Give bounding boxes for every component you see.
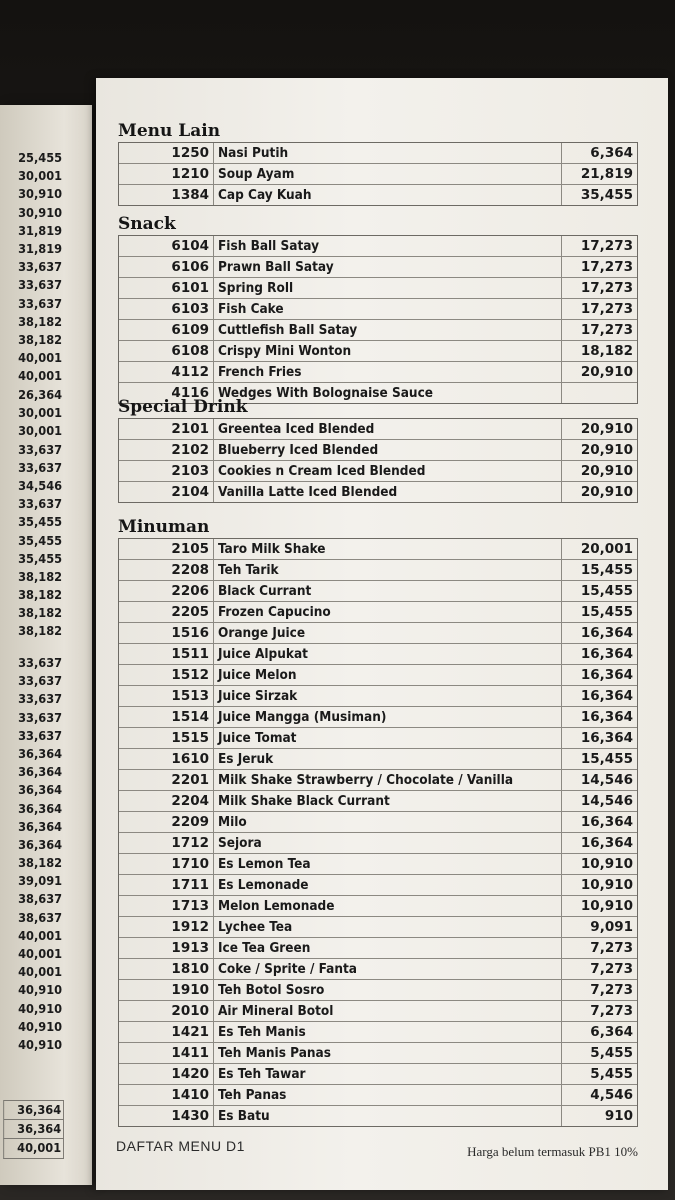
menu-item-name: Es Batu: [213, 1106, 561, 1126]
menu-row: [119, 1084, 637, 1105]
menu-item-code: 6109: [171, 322, 209, 338]
menu-row: [119, 1063, 637, 1084]
menu-item-code: 6104: [171, 238, 209, 254]
menu-row: [119, 643, 637, 664]
menu-item-price: 16,364: [561, 833, 637, 853]
menu-item-name: Juice Tomat: [213, 728, 561, 748]
left-price-value: 33,637: [18, 460, 63, 475]
menu-item-price: 20,910: [561, 482, 637, 502]
left-price-value: 33,637: [18, 278, 63, 293]
menu-item-name: Teh Botol Sosro: [213, 980, 561, 1000]
menu-item-code: 4112: [171, 364, 209, 380]
menu-item-price: 7,273: [561, 938, 637, 958]
menu-item-code: 1513: [171, 688, 209, 704]
menu-row: [119, 790, 637, 811]
menu-row: [119, 236, 637, 256]
menu-item-code: 2102: [171, 442, 209, 458]
left-price-value: 30,910: [18, 205, 63, 220]
left-price-value: 35,455: [18, 551, 63, 566]
left-menu-page: [0, 105, 92, 1185]
menu-table: [118, 538, 638, 1127]
menu-item-name: Taro Milk Shake: [213, 539, 561, 559]
left-price-value: 40,001: [3, 1139, 64, 1158]
menu-item-name: Es Jeruk: [213, 749, 561, 769]
menu-item-code: 1384: [171, 187, 209, 203]
menu-item-code: 2209: [171, 814, 209, 830]
menu-item-name: Fish Cake: [213, 299, 561, 319]
left-price-value: 33,637: [18, 656, 63, 670]
menu-item-price: 17,273: [561, 278, 637, 298]
left-price-value: 40,001: [18, 965, 63, 980]
menu-item-name: Es Teh Tawar: [213, 1064, 561, 1084]
menu-table: [118, 418, 638, 503]
left-price-value: 40,001: [18, 947, 63, 961]
menu-item-name: Teh Tarik: [213, 560, 561, 580]
menu-item-name: Spring Roll: [213, 278, 561, 298]
menu-item-code: 1912: [171, 919, 209, 935]
left-price-column-c: [0, 654, 64, 1054]
left-price-value: 30,001: [18, 406, 63, 421]
menu-item-name: Soup Ayam: [213, 164, 561, 184]
left-price-value: 38,182: [18, 569, 63, 584]
menu-item-price: 5,455: [561, 1043, 637, 1063]
menu-row: [119, 832, 637, 853]
left-price-value: 33,637: [18, 260, 63, 275]
section-menu-lain: [118, 120, 638, 206]
menu-item-name: Es Teh Manis: [213, 1022, 561, 1042]
menu-row: [119, 481, 637, 502]
menu-item-code: 1411: [171, 1045, 209, 1061]
left-price-value: 33,637: [18, 497, 63, 512]
left-price-value: 40,910: [18, 1037, 63, 1052]
menu-item-price: 14,546: [561, 770, 637, 790]
menu-item-price: 20,910: [561, 419, 637, 439]
left-price-value: 31,819: [18, 241, 63, 256]
menu-item-price: 17,273: [561, 236, 637, 256]
left-price-value: 31,819: [18, 223, 63, 238]
menu-item-price: 21,819: [561, 164, 637, 184]
menu-item-price: 16,364: [561, 812, 637, 832]
menu-item-code: 1710: [171, 856, 209, 872]
menu-item-price: 910: [561, 1106, 637, 1126]
left-price-value: 25,455: [18, 151, 63, 165]
section-snack: [118, 213, 638, 404]
menu-item-name: Vanilla Latte Iced Blended: [213, 482, 561, 502]
left-price-value: 36,364: [18, 746, 63, 761]
left-price-value: 40,910: [18, 1019, 63, 1034]
left-price-value: 33,637: [18, 442, 63, 457]
menu-item-price: 16,364: [561, 665, 637, 685]
menu-item-code: 4116: [171, 385, 209, 401]
menu-item-code: 2101: [171, 421, 209, 437]
left-price-value: 36,364: [3, 1100, 64, 1120]
left-price-value: 33,637: [18, 728, 63, 743]
section-title: Menu Lain: [118, 121, 221, 141]
menu-item-code: 6101: [171, 280, 209, 296]
left-price-value: 30,910: [18, 187, 63, 202]
menu-row: [119, 163, 637, 184]
left-price-value: 33,637: [18, 710, 63, 725]
menu-row: [119, 769, 637, 790]
menu-table: [118, 142, 638, 206]
menu-item-name: Juice Alpukat: [213, 644, 561, 664]
menu-item-code: 1410: [171, 1087, 209, 1103]
menu-item-code: 1210: [171, 166, 209, 182]
menu-item-name: Black Currant: [213, 581, 561, 601]
menu-item-price: 20,910: [561, 362, 637, 382]
left-price-value: 30,001: [18, 169, 63, 184]
left-price-value: 40,001: [18, 369, 63, 384]
menu-item-code: 1713: [171, 898, 209, 914]
left-price-value: 38,182: [18, 856, 63, 871]
menu-item-code: 1511: [171, 646, 209, 662]
menu-item-name: Melon Lemonade: [213, 896, 561, 916]
left-price-value: 35,455: [18, 533, 63, 548]
menu-item-price: 7,273: [561, 959, 637, 979]
left-price-value: 40,910: [18, 983, 63, 998]
menu-item-price: 15,455: [561, 581, 637, 601]
menu-item-price: 4,546: [561, 1085, 637, 1105]
menu-item-name: Cookies n Cream Iced Blended: [213, 461, 561, 481]
menu-item-price: 10,910: [561, 875, 637, 895]
menu-item-name: Milo: [213, 812, 561, 832]
menu-item-price: 17,273: [561, 320, 637, 340]
menu-item-code: 1711: [171, 877, 209, 893]
menu-row: [119, 1105, 637, 1126]
menu-item-name: Prawn Ball Satay: [213, 257, 561, 277]
menu-item-name: Fish Ball Satay: [213, 236, 561, 256]
left-price-value: 38,637: [18, 910, 63, 925]
section-title: Minuman: [118, 517, 210, 537]
menu-item-price: 20,910: [561, 461, 637, 481]
left-price-value: 36,364: [3, 1120, 64, 1139]
menu-item-code: 2206: [171, 583, 209, 599]
menu-item-price: 16,364: [561, 644, 637, 664]
menu-item-name: Teh Manis Panas: [213, 1043, 561, 1063]
menu-row: [119, 664, 637, 685]
menu-row: [119, 916, 637, 937]
left-price-value: 36,364: [18, 765, 63, 780]
menu-item-name: Cap Cay Kuah: [213, 185, 561, 205]
menu-item-price: 20,001: [561, 539, 637, 559]
menu-item-price: 7,273: [561, 980, 637, 1000]
menu-item-price: 16,364: [561, 623, 637, 643]
menu-item-price: 10,910: [561, 854, 637, 874]
menu-item-code: 6106: [171, 259, 209, 275]
menu-row: [119, 685, 637, 706]
menu-item-name: Milk Shake Strawberry / Chocolate / Vanilla: [213, 770, 561, 790]
menu-item-code: 1430: [171, 1108, 209, 1124]
left-price-value: 36,364: [18, 801, 63, 816]
menu-row: [119, 1042, 637, 1063]
menu-item-price: 20,910: [561, 440, 637, 460]
menu-item-price: 15,455: [561, 560, 637, 580]
section-title: Special Drink: [118, 397, 248, 417]
menu-item-code: 2010: [171, 1003, 209, 1019]
menu-row: [119, 937, 637, 958]
left-price-value: 33,637: [18, 692, 63, 707]
left-price-value: 38,182: [18, 314, 63, 329]
section-title: Snack: [118, 214, 176, 234]
menu-item-price: 17,273: [561, 257, 637, 277]
menu-item-price: 15,455: [561, 749, 637, 769]
menu-item-code: 2205: [171, 604, 209, 620]
menu-row: [119, 727, 637, 748]
menu-item-price: 10,910: [561, 896, 637, 916]
menu-item-price: 7,273: [561, 1001, 637, 1021]
menu-item-name: Juice Melon: [213, 665, 561, 685]
menu-item-code: 1810: [171, 961, 209, 977]
left-price-value: 34,546: [18, 478, 63, 493]
menu-item-price: 16,364: [561, 686, 637, 706]
menu-item-price: 9,091: [561, 917, 637, 937]
menu-row: [119, 143, 637, 163]
menu-sheet: [96, 78, 668, 1190]
left-price-value: 40,910: [18, 1001, 63, 1016]
menu-item-name: Frozen Capucino: [213, 602, 561, 622]
menu-item-price: 16,364: [561, 707, 637, 727]
left-price-value: 40,001: [18, 351, 63, 366]
left-price-value: 36,364: [18, 837, 63, 852]
left-price-value: 30,001: [18, 424, 63, 439]
menu-item-code: 2105: [171, 541, 209, 557]
left-price-column-a: [0, 149, 64, 385]
menu-item-name: Wedges With Bolognaise Sauce: [213, 383, 561, 403]
menu-item-code: 2201: [171, 772, 209, 788]
menu-row: [119, 811, 637, 832]
menu-item-price: 6,364: [561, 143, 637, 163]
menu-item-code: 1514: [171, 709, 209, 725]
left-price-value: 40,001: [18, 928, 63, 943]
menu-item-price: 16,364: [561, 728, 637, 748]
menu-item-name: Cuttlefish Ball Satay: [213, 320, 561, 340]
menu-item-name: Ice Tea Green: [213, 938, 561, 958]
menu-item-code: 1515: [171, 730, 209, 746]
menu-item-code: 2208: [171, 562, 209, 578]
menu-item-name: Milk Shake Black Currant: [213, 791, 561, 811]
menu-row: [119, 559, 637, 580]
left-price-value: 38,182: [18, 606, 63, 621]
left-price-value: 38,182: [18, 588, 63, 603]
section-special-drink: [118, 396, 638, 503]
menu-item-name: Juice Sirzak: [213, 686, 561, 706]
menu-row: [119, 460, 637, 481]
menu-item-price: 18,182: [561, 341, 637, 361]
menu-item-name: Blueberry Iced Blended: [213, 440, 561, 460]
menu-row: [119, 184, 637, 205]
menu-item-code: 1250: [171, 145, 209, 161]
left-price-value: 38,182: [18, 624, 63, 639]
menu-row: [119, 979, 637, 1000]
menu-row: [119, 1021, 637, 1042]
menu-item-code: 2103: [171, 463, 209, 479]
left-price-column-b: [0, 386, 64, 641]
menu-item-name: French Fries: [213, 362, 561, 382]
left-price-value: 35,455: [18, 515, 63, 530]
menu-item-price: 6,364: [561, 1022, 637, 1042]
menu-item-name: Crispy Mini Wonton: [213, 341, 561, 361]
menu-item-name: Es Lemonade: [213, 875, 561, 895]
menu-item-code: 2104: [171, 484, 209, 500]
left-price-value: 36,364: [18, 819, 63, 834]
left-price-value: 38,637: [18, 892, 63, 907]
menu-row: [119, 298, 637, 319]
menu-item-price: 15,455: [561, 602, 637, 622]
left-price-value: 39,091: [18, 874, 63, 889]
menu-page-label: DAFTAR MENU D1: [116, 1138, 245, 1154]
menu-row: [119, 853, 637, 874]
menu-item-code: 2204: [171, 793, 209, 809]
menu-row: [119, 439, 637, 460]
menu-item-name: Orange Juice: [213, 623, 561, 643]
left-price-value: 33,637: [18, 674, 63, 689]
menu-item-code: 6108: [171, 343, 209, 359]
left-price-value: 38,182: [18, 332, 63, 347]
menu-row: [119, 958, 637, 979]
menu-row: [119, 361, 637, 382]
menu-row: [119, 874, 637, 895]
tax-note: Harga belum termasuk PB1 10%: [467, 1144, 638, 1159]
menu-item-name: Nasi Putih: [213, 143, 561, 163]
menu-item-name: Teh Panas: [213, 1085, 561, 1105]
menu-row: [119, 340, 637, 361]
menu-item-code: 1420: [171, 1066, 209, 1082]
menu-item-name: Lychee Tea: [213, 917, 561, 937]
menu-item-code: 1712: [171, 835, 209, 851]
menu-item-name: Es Lemon Tea: [213, 854, 561, 874]
menu-item-name: Air Mineral Botol: [213, 1001, 561, 1021]
menu-item-code: 1910: [171, 982, 209, 998]
left-price-column-d: [0, 1100, 64, 1159]
left-price-value: 26,364: [18, 388, 63, 402]
menu-row: [119, 319, 637, 340]
menu-row: [119, 256, 637, 277]
menu-item-price: 17,273: [561, 299, 637, 319]
menu-item-code: 1421: [171, 1024, 209, 1040]
menu-item-name: Sejora: [213, 833, 561, 853]
left-price-value: 33,637: [18, 296, 63, 311]
menu-row: [119, 622, 637, 643]
menu-item-price: 35,455: [561, 185, 637, 205]
menu-item-name: Coke / Sprite / Fanta: [213, 959, 561, 979]
menu-item-code: 1516: [171, 625, 209, 641]
menu-row: [119, 748, 637, 769]
menu-row: [119, 1000, 637, 1021]
menu-item-price: 14,546: [561, 791, 637, 811]
menu-row: [119, 277, 637, 298]
section-minuman: [118, 516, 638, 1127]
menu-row: [119, 419, 637, 439]
menu-table: [118, 235, 638, 404]
menu-item-name: Greentea Iced Blended: [213, 419, 561, 439]
menu-row: [119, 895, 637, 916]
menu-item-code: 6103: [171, 301, 209, 317]
menu-item-code: 1913: [171, 940, 209, 956]
menu-item-code: 1512: [171, 667, 209, 683]
menu-item-price: 5,455: [561, 1064, 637, 1084]
menu-row: [119, 601, 637, 622]
menu-item-name: Juice Mangga (Musiman): [213, 707, 561, 727]
menu-item-code: 1610: [171, 751, 209, 767]
menu-row: [119, 580, 637, 601]
menu-row: [119, 706, 637, 727]
menu-row: [119, 539, 637, 559]
left-price-value: 36,364: [18, 783, 63, 798]
